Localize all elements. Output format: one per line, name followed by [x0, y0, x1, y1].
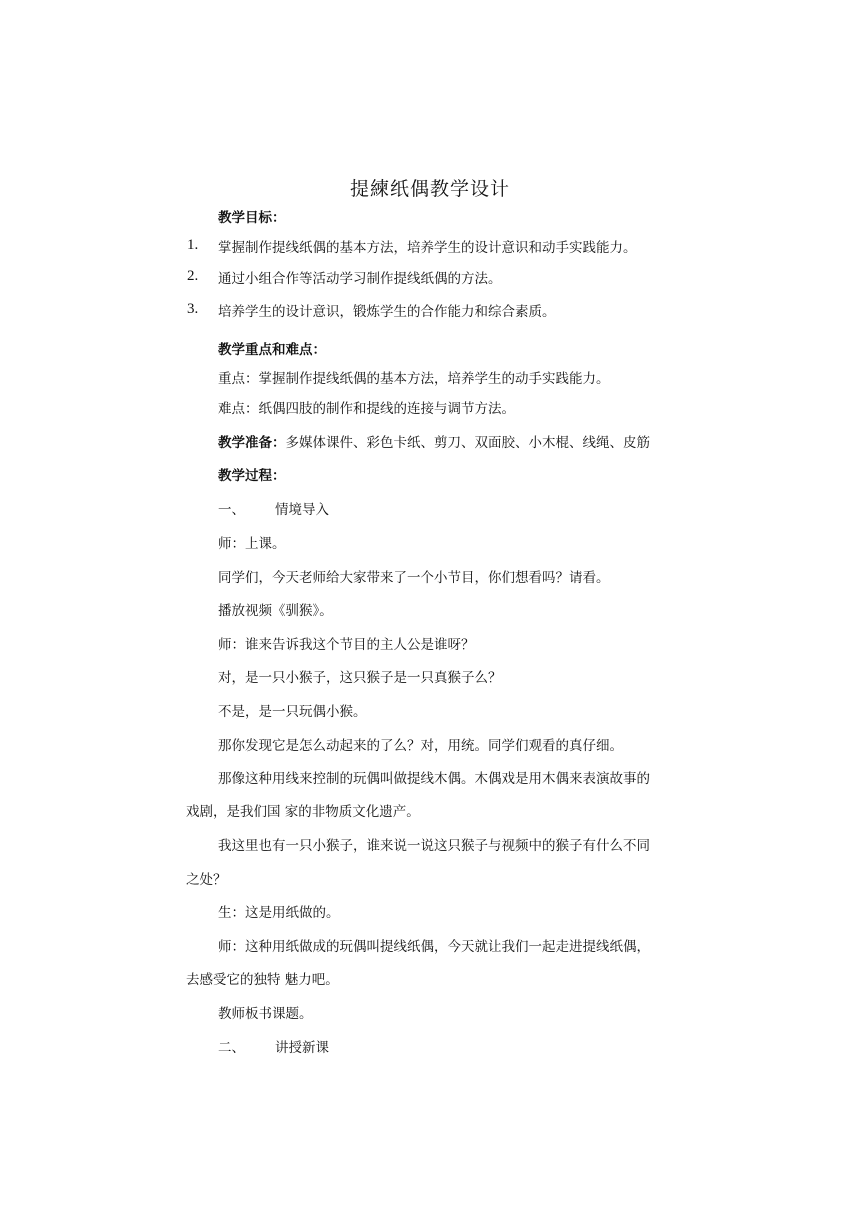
paragraph-1-line-1: 那像这种用线来控制的玩偶叫做提线木偶。木偶戏是用木偶来表演故事的: [218, 771, 650, 787]
section-1-number: 一、: [218, 502, 245, 518]
text-line-4: 师：谁来告诉我这个节目的主人公是谁呀？: [218, 637, 475, 653]
text-line-3: 播放视频《驯猴》。: [218, 603, 333, 619]
difficulty-line: 难点：纸偶四肢的制作和提线的连接与调节方法。: [218, 401, 515, 417]
preparation-label: 教学准备：: [218, 435, 286, 451]
text-line-5: 对，是一只小猴子，这只猴子是一只真猴子么？: [218, 670, 502, 686]
text-line-7: 那你发现它是怎么动起来的了么？对，用统。同学们观看的真仔细。: [218, 738, 623, 754]
paragraph-3-line-2: 去感受它的独特 魅力吧。: [186, 972, 339, 988]
preparation-line: [218, 433, 650, 453]
objective-item-2: 通过小组合作等活动学习制作提线纸偶的方法。: [218, 271, 502, 287]
student-line: 生：这是用纸做的。: [218, 905, 340, 921]
text-line-2: 同学们，今天老师给大家带来了一个小节目，你们想看吗？请看。: [218, 570, 610, 586]
text-line-1: 师：上课。: [218, 536, 286, 552]
objective-number-3: 3.: [187, 301, 199, 317]
preparation-text: 多媒体课件、彩色卡纸、剪刀、双面胶、小木棍、线绳、皮筋: [285, 435, 650, 451]
paragraph-1-line-2: 戏剧，是我们国 家的非物质文化遗产。: [186, 804, 420, 820]
text-line-6: 不是，是一只玩偶小猴。: [218, 704, 367, 720]
paragraph-3-line-1: 师：这种用纸做成的玩偶叫提线纸偶，今天就让我们一起走进提线纸偶，: [218, 939, 650, 955]
process-heading: 教学过程：: [218, 468, 286, 484]
objective-item-3: 培养学生的设计意识，锻炼学生的合作能力和综合素质。: [218, 304, 556, 320]
objective-item-1: 掌握制作提线纸偶的基本方法，培养学生的设计意识和动手实践能力。: [218, 240, 637, 256]
section-2-heading: [218, 1038, 329, 1058]
objective-number-2: 2.: [187, 268, 199, 284]
objectives-heading: 教学目标：: [218, 210, 286, 226]
board-line: 教师板书课题。: [218, 1006, 313, 1022]
section-1-title: 情境导入: [275, 502, 329, 518]
paragraph-2-line-1: 我这里也有一只小猴子，谁来说一说这只猴子与视频中的猴子有什么不同: [218, 838, 650, 854]
page-title: 提練纸偶教学设计: [349, 178, 510, 200]
section-1-heading: [218, 500, 329, 520]
section-2-number: 二、: [218, 1040, 245, 1056]
key-points-heading: 教学重点和难点：: [218, 342, 326, 358]
paragraph-2-line-2: 之处？: [186, 872, 227, 888]
objective-number-1: 1.: [187, 237, 199, 253]
section-2-title: 讲授新课: [275, 1040, 329, 1056]
key-point-line: 重点：掌握制作提线纸偶的基本方法，培养学生的动手实践能力。: [218, 371, 610, 387]
